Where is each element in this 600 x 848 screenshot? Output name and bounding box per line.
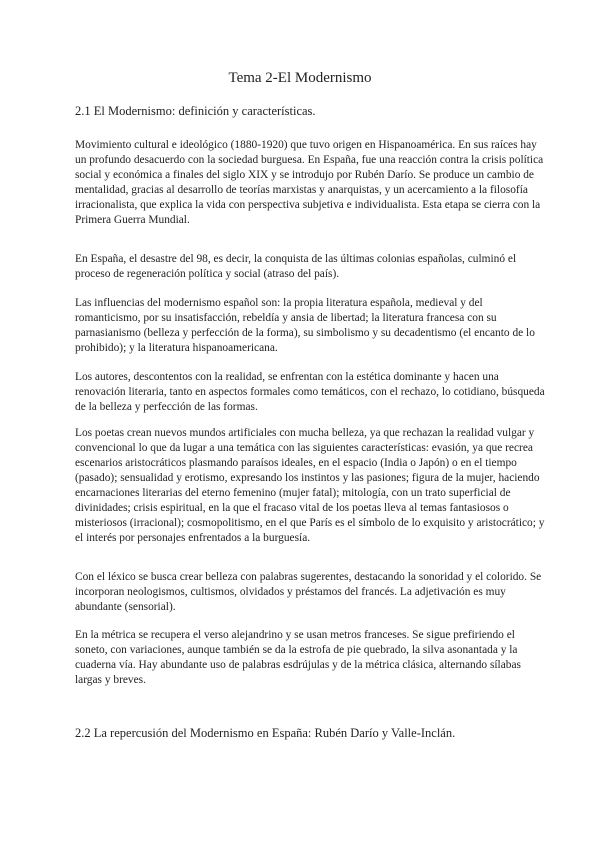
paragraph: En España, el desastre del 98, es decir, la conquista de las últimas colonias españolas, culminó el proceso de regeneración política y social (atraso del país). — [75, 253, 517, 280]
paragraph: Movimiento cultural e ideológico (1880-1920) que tuvo origen en Hispanoamérica. En sus raíces hay un profundo desacuerdo con la sociedad burguesa. En España, fue una reacción contra la crisis política social y económica a finales del siglo XIX y se introdujo por Rubén Darío. Se produce un cambio de mentalidad, gracias al desarrollo de teorías marxistas y anarquistas, y un acercamiento a la filosofía irracionalista, que explica la vida con perspectiva subjetiva e individualista. Esta etapa se cierra con la Primera Guerra Mundial. — [75, 139, 544, 226]
paragraph: Los poetas crean nuevos mundos artificiales con mucha belleza, ya que rechazan la realidad vulgar y convencional lo que da lugar a una temática con las siguientes características: evasión, ya que recrea escenarios aristocráticos plasmando paraísos ideales, en el espacio (India o Japón) o en el tiempo (pasado); sensualidad y erotismo, expresando los instintos y las pasiones; figura de la mujer, haciendo encarnaciones literarias del eterno femenino (mujer fatal); mitología, con un trato superficial de divinidades; crisis espiritual, en la que el fracaso vital de los poetas lleva al temas fantasiosos o misteriosos (irracional); cosmopolitismo, en el que París es el símbolo de lo exquisito y aristocrático; y el interés por personajes enfrentados a la burguesía. — [75, 427, 545, 544]
paragraph: Con el léxico se busca crear belleza con palabras sugerentes, destacando la sonoridad y el colorido. Se incorporan neologismos, cultismos, olvidados y préstamos del francés. La adjetivación es muy abundante (sensorial). — [75, 571, 542, 613]
paragraph: Los autores, descontentos con la realidad, se enfrentan con la estética dominante y hacen una renovación literaria, tanto en aspectos formales como temáticos, con el rechazo, lo cotidiano, búsqueda de la belleza y perfección de las formas. — [75, 371, 545, 413]
section-heading-2-1: 2.1 El Modernismo: definición y características. — [75, 104, 316, 118]
paragraph: Las influencias del modernismo español son: la propia literatura española, medieval y del romanticismo, por su insatisfacción, rebeldía y ansia de libertad; la literatura francesa con su parnasianismo (belleza y perfección de la forma), su simbolismo y su decadentismo (el encanto de lo prohibido); y la literatura hispanoamericana. — [75, 297, 535, 354]
document-title: Tema 2-El Modernismo — [228, 70, 372, 86]
paragraph: En la métrica se recupera el verso alejandrino y se usan metros franceses. Se sigue prefiriendo el soneto, con variaciones, aunque también se da la estrofa de pie quebrado, la silva asonantada y la cuaderna vía. Hay abundante uso de palabras esdrújulas y de la métrica clásica, alternando sílabas largas y breves. — [75, 629, 521, 686]
section-heading-2-2: 2.2 La repercusión del Modernismo en España: Rubén Darío y Valle-Inclán. — [75, 726, 456, 740]
